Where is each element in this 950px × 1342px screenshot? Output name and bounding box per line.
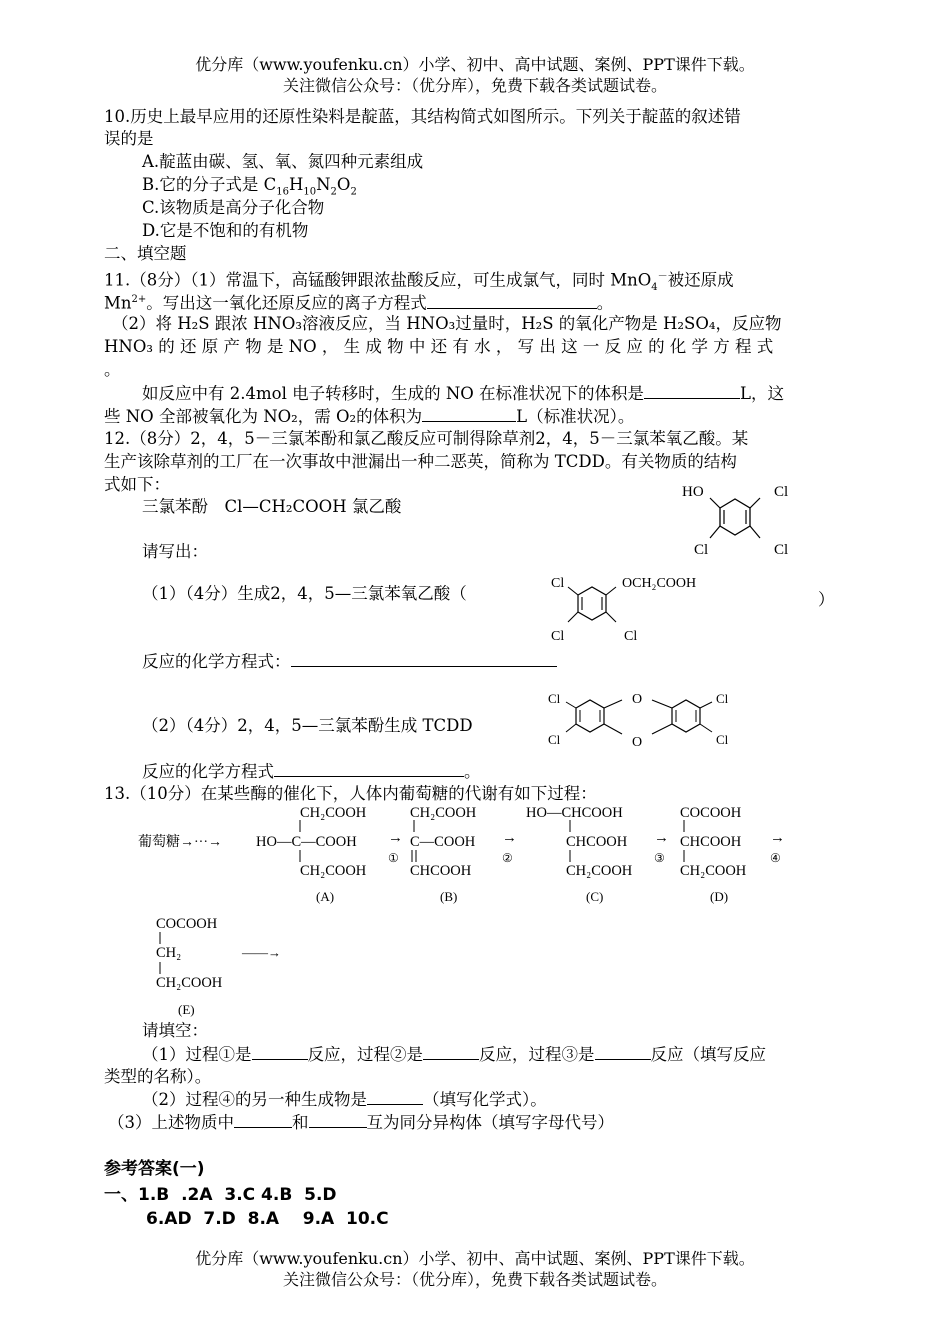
- tcdd-structure: [544, 686, 754, 750]
- q10-option-c: C.该物质是高分子化合物: [142, 198, 325, 217]
- compound-e-arrow: ——→: [242, 945, 281, 960]
- compound-a-row-3: CH₂COOH: [300, 863, 367, 879]
- phenol-cl-label: Cl: [774, 542, 789, 558]
- svg-text:→: →: [388, 830, 403, 846]
- q11-line-1: 11.（8分）（1）常温下，高锰酸钾跟浓盐酸反应，可生成氯气，同时 MnO$_4$－被还原成: [104, 270, 734, 293]
- q13-question-2: （2）过程④的另一种生成物是 （填写化学式）。: [142, 1090, 547, 1109]
- step-2-marker: ②: [502, 851, 513, 865]
- compound-c-label: (C): [586, 889, 604, 904]
- compound-c-row-1: HO—CHCOOH: [526, 805, 623, 821]
- tcdd-cl-label: Cl: [716, 691, 729, 706]
- q13-blank-isomer-1[interactable]: [234, 1111, 292, 1128]
- compound-b-row-1: CH₂COOH: [410, 805, 477, 821]
- compound-e-row-3: CH₂COOH: [156, 975, 223, 991]
- q12-part-1: （1）（4分）生成2，4，5—三氯苯氧乙酸（: [142, 584, 467, 603]
- answers-row-1: 一、1.B .2A 3.C 4.B 5.D: [104, 1185, 337, 1205]
- phenol-ho-label: HO: [682, 484, 704, 500]
- q11-line-7: 些 NO 全部被氧化为 NO₂，需 O₂的体积为 L（标准状况）。: [104, 407, 635, 426]
- q11-answer-blank-o2[interactable]: [422, 405, 516, 422]
- q10-option-a: A.靛蓝由碳、氢、氧、氮四种元素组成: [142, 152, 424, 171]
- svg-text:→: →: [654, 830, 669, 846]
- q12-part-2-equation: 反应的化学方程式 。: [142, 762, 481, 781]
- q10-option-d: D.它是不饱和的有机物: [142, 221, 309, 240]
- compound-d-label: (D): [710, 889, 729, 904]
- footer-line-1: 优分库（www.youfenku.cn）小学、初中、高中试题、案例、PPT课件下载。: [195, 1249, 755, 1268]
- q12-line-5: 请写出：: [142, 542, 208, 561]
- header-line-2: 关注微信公众号：（优分库），免费下载各类试题试卷。: [282, 76, 667, 95]
- header-line-1: 优分库（www.youfenku.cn）小学、初中、高中试题、案例、PPT课件下载。: [195, 55, 755, 74]
- answers-title: 参考答案(一): [104, 1159, 205, 1179]
- compound-a-row-2: HO—C—COOH: [256, 834, 357, 850]
- tcdd-cl-label: Cl: [548, 691, 561, 706]
- q12-line-4: 三氯苯酚 Cl—CH₂COOH 氯乙酸: [142, 497, 402, 516]
- trichlorophenol-structure: [680, 478, 800, 562]
- phenol-cl-label: Cl: [774, 484, 789, 500]
- footer-line-2: 关注微信公众号：（优分库），免费下载各类试题试卷。: [282, 1270, 667, 1289]
- tcdd-cl-label: Cl: [716, 732, 729, 747]
- tcdd-o-label: O: [632, 692, 643, 707]
- svg-text:→: →: [770, 830, 785, 846]
- compound-e-row-2: CH₂: [156, 945, 182, 961]
- q13-question-1-cont: 类型的名称）。: [104, 1067, 212, 1086]
- compound-d-row-2: CHCOOH: [680, 834, 742, 850]
- q12-part-1-close: ）: [818, 590, 835, 609]
- trichlorophenoxyacetic-acid-structure: [544, 570, 744, 646]
- q13-question-3: （3）上述物质中 和 互为同分异构体（填写字母代号）: [108, 1113, 614, 1132]
- compound-d-row-3: CH₂COOH: [680, 863, 747, 879]
- compound-e-label: (E): [178, 1002, 195, 1017]
- compound-b-row-2: C—COOH: [410, 834, 476, 850]
- q11-line-2: $Mn^{2+}$。写出这一氧化还原反应的离子方程式 。: [104, 293, 614, 313]
- answers-row-2: 6.AD 7.D 8.A 9.A 10.C: [146, 1209, 389, 1229]
- compound-e-structure: [150, 912, 350, 1020]
- q13-blank-step-4-product[interactable]: [367, 1088, 423, 1105]
- q11-line-6: 如反应中有 2.4mol 电子转移时，生成的 NO 在标准状况下的体积是 L，这: [142, 384, 785, 403]
- q13-question-1: （1）过程①是 反应，过程②是 反应，过程③是 反应（填写反应: [142, 1045, 766, 1064]
- compound-c-row-3: CH₂COOH: [566, 863, 633, 879]
- tcdd-o-label: O: [632, 735, 643, 750]
- q12-line-1: 12.（8分）2，4，5－三氯苯酚和氯乙酸反应可制得除草剂2，4，5－三氯苯氧乙酸。某: [104, 429, 749, 448]
- q12-part-1-equation: 反应的化学方程式：: [142, 650, 557, 673]
- q12-part-2: （2）（4分）2，4，5—三氯苯酚生成 TCDD: [142, 716, 473, 735]
- acid-cl-label: Cl: [551, 576, 565, 591]
- q12-line-3: 式如下：: [104, 475, 170, 494]
- svg-text:→: →: [502, 830, 517, 846]
- q12-answer-blank-2[interactable]: [274, 760, 464, 777]
- q13-blank-step-1[interactable]: [252, 1043, 308, 1060]
- q10-stem-line-2: 误的是: [104, 129, 154, 148]
- q12-line-2: 生产该除草剂的工厂在一次事故中泄漏出一种二恶英，简称为 TCDD。有关物质的结构: [104, 452, 737, 471]
- section-2-title: 二、填空题: [104, 244, 187, 263]
- q11-line-5: 。: [104, 360, 121, 379]
- compound-c-row-2: CHCOOH: [566, 834, 628, 850]
- tcdd-cl-label: Cl: [548, 732, 561, 747]
- q11-line-3: （2）将 H₂S 跟浓 HNO₃溶液反应，当 HNO₃过量时，H₂S 的氧化产物是 H₂SO₄，反应物: [112, 314, 782, 333]
- q10-stem-line-1: 10.历史上最早应用的还原性染料是靛蓝，其结构简式如图所示。下列关于靛蓝的叙述错: [104, 107, 741, 126]
- step-4-marker: ④: [770, 851, 781, 865]
- compound-a-row-1: CH₂COOH: [300, 805, 367, 821]
- compound-e-row-1: COCOOH: [156, 916, 218, 932]
- q12-answer-blank-1[interactable]: [291, 650, 557, 667]
- metabolism-pathway-diagram: [130, 800, 800, 910]
- step-3-marker: ③: [654, 851, 665, 865]
- q11-answer-blank-ionic[interactable]: [427, 292, 597, 309]
- glucose-start-label: 葡萄糖→···→: [138, 835, 222, 850]
- q13-blank-isomer-2[interactable]: [309, 1111, 367, 1128]
- compound-b-row-3: CHCOOH: [410, 863, 472, 879]
- compound-b-label: (B): [440, 889, 458, 904]
- q11-answer-blank-volume[interactable]: [644, 382, 740, 399]
- q13-blank-step-3[interactable]: [595, 1043, 651, 1060]
- q13-line-1: 13.（10分）在某些酶的催化下，人体内葡萄糖的代谢有如下过程：: [104, 784, 597, 803]
- acid-och2cooh-label: OCH₂COOH: [622, 576, 697, 591]
- q10-option-b: B.它的分子式是 $C_{16}H_{10}N_2O_2$: [142, 175, 357, 198]
- phenol-cl-label: Cl: [694, 542, 709, 558]
- acid-cl-label: Cl: [624, 629, 638, 644]
- compound-a-label: (A): [316, 889, 335, 904]
- step-1-marker: ①: [388, 851, 399, 865]
- q13-fill-in-label: 请填空：: [142, 1021, 208, 1040]
- acid-cl-label: Cl: [551, 629, 565, 644]
- compound-d-row-1: COCOOH: [680, 805, 742, 821]
- q11-line-4: HNO₃ 的 还 原 产 物 是 NO ， 生 成 物 中 还 有 水 ， 写 出 这 一 反 应 的 化 学 方 程 式: [104, 337, 774, 356]
- q13-blank-step-2[interactable]: [423, 1043, 479, 1060]
